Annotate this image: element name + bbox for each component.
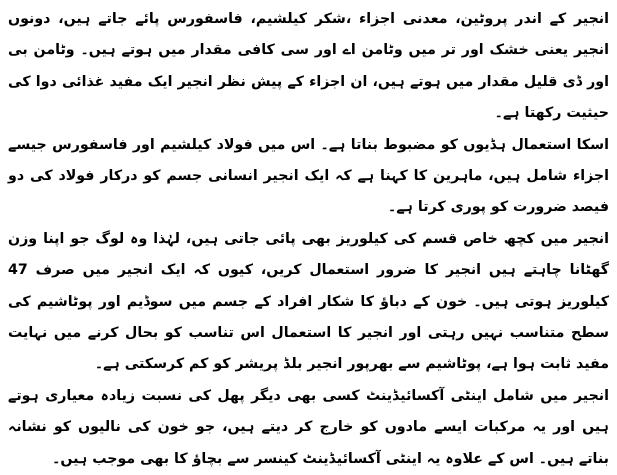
paragraph: انجیر کے اندر پروٹین، معدنی اجزاء ،شکر کیلشیم، فاسفورس پائے جاتے ہیں، دونوں انجیر یعنی خشک اور تر میں وٹامن اے اور سی کافی مقدار میں ہوتے ہیں۔ وٹامن بی اور ڈی قلیل مقدار میں ہوتے ہیں، ان اجزاء کے پیش نظر انجیر ایک مفید غذائی دوا کی حیثیت رکھتا ہے۔	[8, 11, 609, 122]
paragraph: اسکا استعمال ہڈیوں کو مضبوط بناتا ہے۔ اس میں فولاد کیلشیم اور فاسفورس جیسے اجزاء شامل ہیں، ماہرین کا کہنا ہے کہ ایک انجیر انسانی جسم کو درکار فولاد کی دو فیصد ضرورت کو پوری کرتا ہے۔	[8, 136, 609, 216]
paragraph: انجیر میں شامل اینٹی آکسائیڈینٹ کسی بھی دیگر پھل کی نسبت زیادہ معیاری ہوتے ہیں اور یہ مرکبات ایسے مادوں کو خارج کر دیتے ہیں، جو خون کی نالیوں کو نشانہ بناتے ہیں۔ اس کے علاوہ یہ اینٹی آکسائیڈینٹ کینسر سے بچاؤ کا بھی موجب ہیں۔	[8, 387, 609, 467]
paragraph: انجیر میں کچھ خاص قسم کی کیلوریز بھی پائی جاتی ہیں، لہٰذا وہ لوگ جو اپنا وزن گھٹانا چاہتے ہیں انجیر کا ضرور استعمال کریں، کیوں کہ ایک انجیر میں صرف 47 کیلوریز ہوتی ہیں۔ خون کے دباؤ کا شکار افراد کے جسم میں سوڈیم اور پوٹاشیم کی سطح متناسب نہیں رہتی اور انجیر کا استعمال اس تناسب کو بحال کرنے میں نہایت مفید ثابت ہوا ہے، پوٹاشیم سے بھرپور انجیر بلڈ پریشر کو کم کرسکتی ہے۔	[8, 230, 609, 373]
